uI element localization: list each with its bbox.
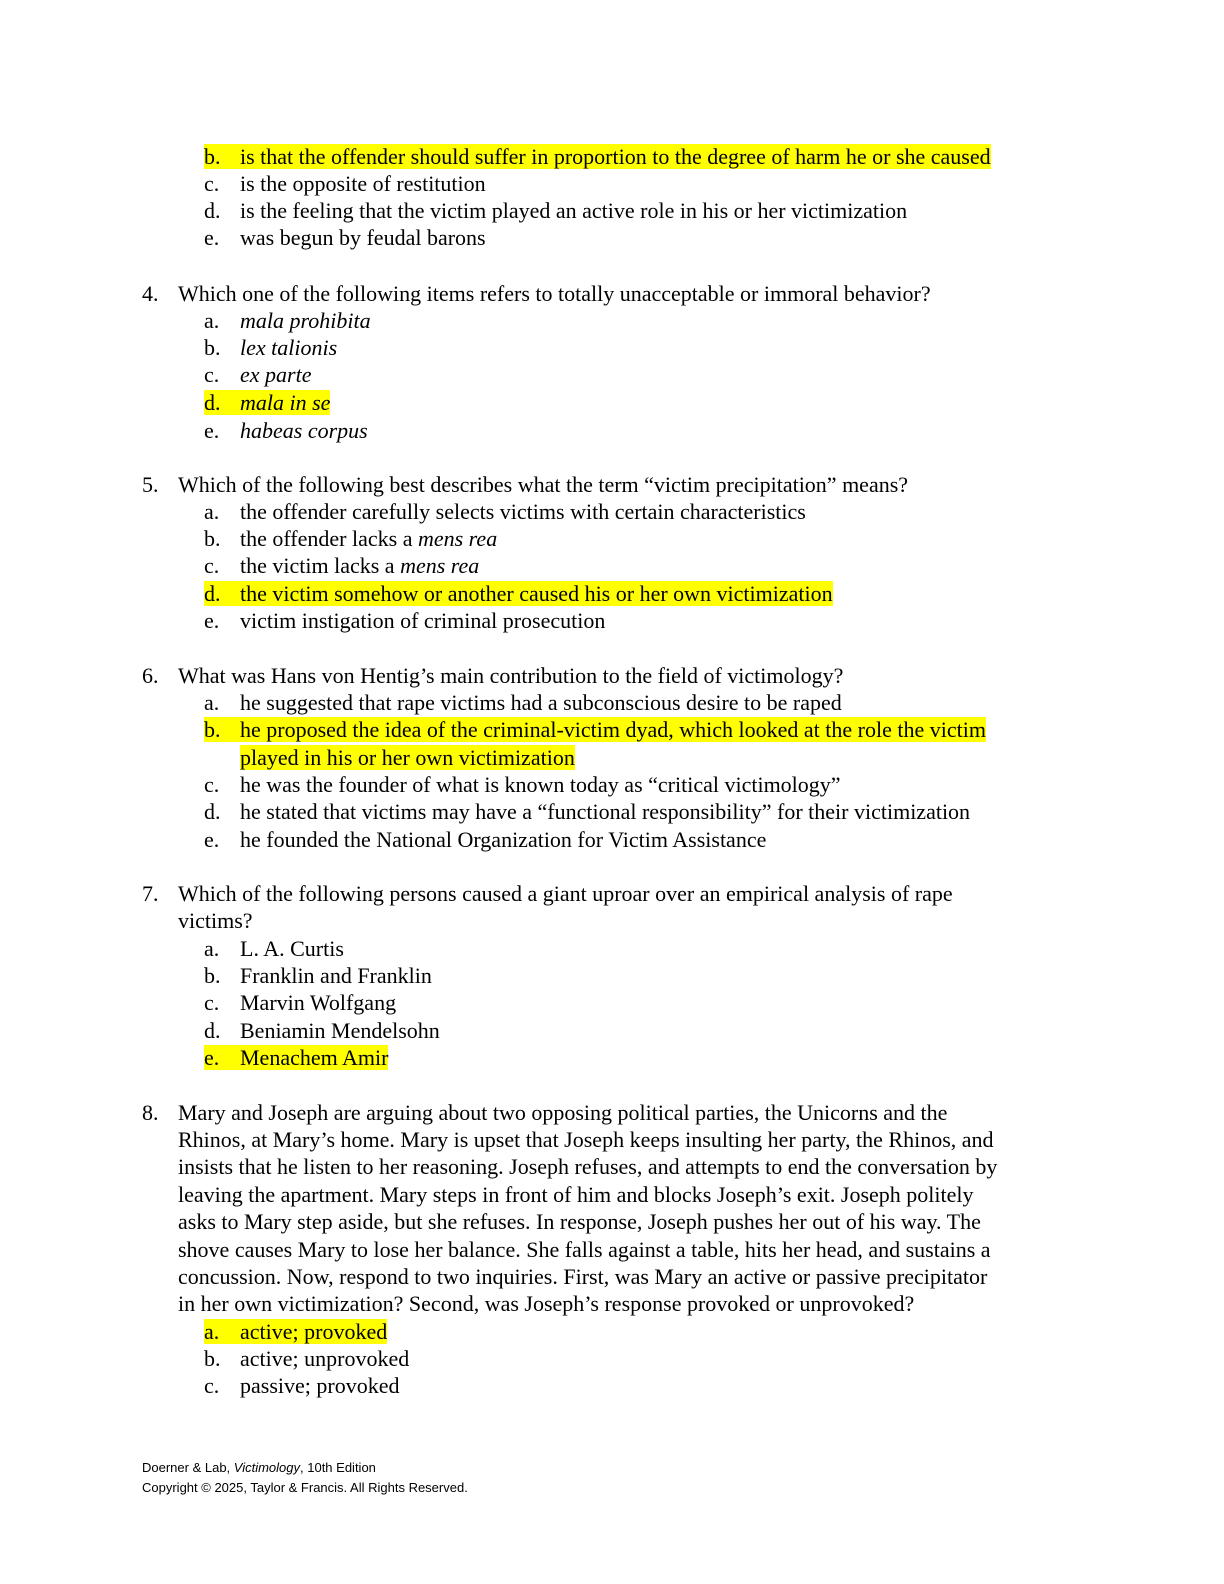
option-text: Marvin Wolfgang: [240, 990, 397, 1015]
answer-option: [204, 224, 486, 252]
question-stem-line: insists that he listen to her reasoning. Joseph refuses, and attempts to end the conversation by: [178, 1154, 998, 1179]
option-letter: c.: [204, 362, 220, 387]
answer-option-correct: [204, 1044, 388, 1072]
page-footer: [142, 1458, 468, 1498]
answer-option: [204, 1372, 399, 1400]
option-letter: d.: [204, 581, 221, 606]
answer-option: [204, 1345, 409, 1373]
question-number: 4.: [142, 281, 159, 306]
option-letter: a.: [204, 308, 220, 333]
option-text: active; provoked: [240, 1319, 388, 1344]
option-text: played in his or her own victimization: [240, 745, 575, 770]
option-text: ex parte: [240, 362, 312, 387]
option-letter: b.: [204, 1346, 221, 1371]
answer-option: [204, 170, 486, 198]
option-letter: d.: [204, 799, 221, 824]
option-text: he stated that victims may have a “functional responsibility” for their victimization: [240, 799, 971, 824]
question-number: 6.: [142, 663, 159, 688]
question-text: Mary and Joseph are arguing about two opposing political parties, the Unicorns and the: [178, 1100, 948, 1125]
option-text: Franklin and Franklin: [240, 963, 432, 988]
option-text: habeas corpus: [240, 418, 368, 443]
question-stem: [142, 471, 908, 499]
answer-option: [204, 197, 907, 225]
option-letter: c.: [204, 171, 220, 196]
question-text: Which of the following best describes what the term “victim precipitation” means?: [178, 472, 909, 497]
option-text: the victim somehow or another caused his or her own victimization: [240, 581, 833, 606]
option-letter: a.: [204, 936, 220, 961]
option-text: the offender lacks a: [240, 526, 418, 551]
option-letter: a.: [204, 1319, 220, 1344]
option-text: mala in se: [240, 390, 331, 415]
answer-option-correct: [204, 1318, 387, 1346]
question-number: 7.: [142, 881, 159, 906]
option-text: he proposed the idea of the criminal-victim dyad, which looked at the role the victim: [240, 717, 986, 742]
question-stem: [142, 662, 843, 690]
answer-option: [204, 689, 842, 717]
question-stem: [142, 1099, 947, 1127]
option-text: L. A. Curtis: [240, 936, 344, 961]
answer-option: [204, 798, 970, 826]
footer-copyright: Copyright © 2025, Taylor & Francis. All Rights Reserved.: [142, 1480, 468, 1495]
question-stem-line: in her own victimization? Second, was Joseph’s response provoked or unprovoked?: [178, 1291, 915, 1316]
option-letter: e.: [204, 418, 220, 443]
answer-option: [204, 989, 396, 1017]
option-text: lex talionis: [240, 335, 338, 360]
option-text: active; unprovoked: [240, 1346, 410, 1371]
option-letter: d.: [204, 390, 221, 415]
option-text: passive; provoked: [240, 1373, 400, 1398]
option-letter: d.: [204, 198, 221, 223]
option-text: mala prohibita: [240, 308, 371, 333]
option-letter: b.: [204, 335, 221, 360]
option-text: he was the founder of what is known today as “critical victimology”: [240, 772, 841, 797]
option-letter: b.: [204, 717, 221, 742]
option-letter: d.: [204, 1018, 221, 1043]
question-stem-line: Rhinos, at Mary’s home. Mary is upset that Joseph keeps insulting her party, the Rhinos, and: [178, 1127, 994, 1152]
option-letter: e.: [204, 225, 220, 250]
option-text: he suggested that rape victims had a subconscious desire to be raped: [240, 690, 842, 715]
option-text: he founded the National Organization for Victim Assistance: [240, 827, 767, 852]
footer-book-title: Victimology: [233, 1460, 301, 1475]
option-text: Beniamin Mendelsohn: [240, 1018, 440, 1043]
answer-option: [204, 962, 432, 990]
footer-citation: [142, 1458, 468, 1478]
answer-option: [204, 935, 344, 963]
option-letter: a.: [204, 499, 220, 524]
question-text: Which of the following persons caused a giant uproar over an empirical analysis of rape: [178, 881, 953, 906]
question-stem: [142, 280, 931, 308]
option-text-italic: mens rea: [417, 526, 498, 551]
question-text: Which one of the following items refers to totally unacceptable or immoral behavior?: [178, 281, 931, 306]
option-letter: e.: [204, 827, 220, 852]
answer-option: [204, 607, 605, 635]
option-letter: e.: [204, 608, 220, 633]
option-letter: c.: [204, 1373, 220, 1398]
answer-option: [204, 417, 368, 445]
option-text: was begun by feudal barons: [240, 225, 486, 250]
question-stem: [142, 880, 953, 908]
option-text: the victim lacks a: [240, 553, 401, 578]
footer-authors: Doerner & Lab,: [142, 1460, 234, 1475]
option-letter: c.: [204, 990, 220, 1015]
option-letter: c.: [204, 772, 220, 797]
answer-option: [204, 1017, 440, 1045]
question-stem-line: asks to Mary step aside, but she refuses. In response, Joseph pushes her out of his way. The: [178, 1209, 981, 1234]
answer-option-correct: [204, 389, 330, 417]
question-stem-line: shove causes Mary to lose her balance. She falls against a table, hits her head, and sustains a: [178, 1237, 991, 1262]
answer-option: [204, 826, 766, 854]
question-stem-line: leaving the apartment. Mary steps in front of him and blocks Joseph’s exit. Joseph politely: [178, 1182, 974, 1207]
option-letter: e.: [204, 1045, 220, 1070]
option-letter: b.: [204, 963, 221, 988]
option-text-italic: mens rea: [400, 553, 480, 578]
option-text: is the feeling that the victim played an active role in his or her victimization: [240, 198, 908, 223]
question-number: 5.: [142, 472, 159, 497]
answer-option: [204, 525, 497, 553]
option-text: is the opposite of restitution: [240, 171, 486, 196]
answer-option: [204, 334, 337, 362]
question-stem-continued: victims?: [178, 908, 253, 933]
question-number: 8.: [142, 1100, 159, 1125]
answer-option: [204, 361, 311, 389]
question-stem-line: concussion. Now, respond to two inquiries. First, was Mary an active or passive precipitator: [178, 1264, 988, 1289]
answer-option: [204, 498, 806, 526]
option-letter: b.: [204, 526, 221, 551]
answer-option-correct: [204, 143, 991, 171]
answer-option: [204, 307, 371, 335]
option-text: victim instigation of criminal prosecution: [240, 608, 606, 633]
answer-option-correct: [204, 716, 986, 744]
answer-option: [204, 771, 841, 799]
option-letter: b.: [204, 144, 221, 169]
footer-edition: , 10th Edition: [300, 1460, 376, 1475]
option-text: is that the offender should suffer in proportion to the degree of harm he or she caused: [240, 144, 991, 169]
option-text: Menachem Amir: [240, 1045, 389, 1070]
answer-option-correct-continued: [204, 744, 575, 772]
option-text: the offender carefully selects victims with certain characteristics: [240, 499, 806, 524]
option-letter: a.: [204, 690, 220, 715]
answer-option: [204, 552, 479, 580]
question-text: What was Hans von Hentig’s main contribution to the field of victimology?: [178, 663, 844, 688]
answer-option-correct: [204, 580, 833, 608]
option-letter: c.: [204, 553, 220, 578]
